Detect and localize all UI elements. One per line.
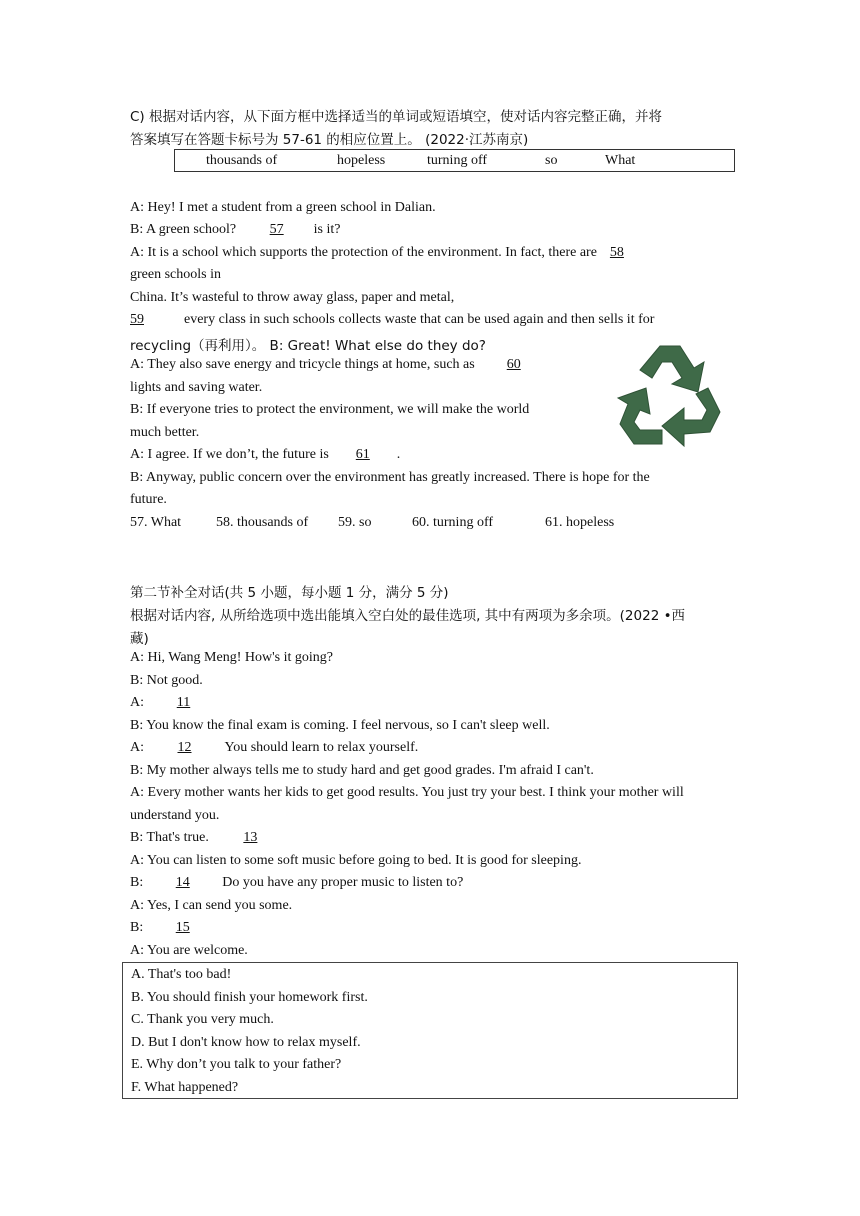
options-box — [122, 962, 738, 1099]
dialogue-line: B: If everyone tries to protect the environment, we will make the world — [130, 402, 530, 417]
dialogue-line: 59 every class in such schools collects waste that can be used again and then sells it for — [130, 312, 655, 327]
dialogue-line: B: You know the final exam is coming. I feel nervous, so I can't sleep well. — [130, 718, 550, 733]
dialogue-line: A: Hey! I met a student from a green school in Dalian. — [130, 200, 436, 215]
blank-60[interactable]: 60 — [506, 357, 521, 372]
blank-61[interactable]: 61 — [355, 447, 370, 462]
dialogue-line: A: You can listen to some soft music before going to bed. It is good for sleeping. — [130, 853, 582, 868]
option-b: B. You should finish your homework first. — [131, 990, 368, 1005]
answer-57: 57. What — [130, 515, 182, 530]
dialogue-line: B: A green school? 57 is it? — [130, 222, 341, 237]
blank-59[interactable]: 59 — [130, 312, 144, 327]
dialogue-line: B: 15 — [130, 920, 219, 936]
dialogue-line: A: I agree. If we don’t, the future is 61 . — [130, 447, 401, 462]
sectionII-instruction-1: 根据对话内容, 从所给选项中选出能填入空白处的最佳选项, 其中有两项为多余项。(2022 •西 — [130, 608, 686, 624]
dialogue-line: B: That's true. 13 — [130, 830, 288, 846]
option-a: A. That's too bad! — [131, 967, 232, 982]
dialogue-line: A: 11 — [130, 695, 220, 711]
answer-60: 60. turning off — [412, 515, 494, 530]
sectionC-instruction-2: 答案填写在答题卡标号为 57-61 的相应位置上。 (2022·江苏南京) — [130, 132, 529, 148]
answer-58: 58. thousands of — [216, 515, 309, 530]
blank-13[interactable]: 13 — [243, 830, 258, 845]
dialogue-line: A: They also save energy and tricycle things at home, such as 60 — [130, 357, 521, 372]
dialogue-line: A: Every mother wants her kids to get good results. You just try your best. I think your mother will — [130, 785, 684, 800]
option-f: F. What happened? — [131, 1080, 239, 1095]
blank-11[interactable]: 11 — [176, 695, 191, 710]
word-option: What — [605, 153, 636, 168]
dialogue-line: A: It is a school which supports the protection of the environment. In fact, there are 58 — [130, 245, 637, 261]
dialogue-line: A: Hi, Wang Meng! How's it going? — [130, 650, 333, 665]
word-option: so — [545, 153, 558, 168]
sectionC-instruction-1: C) 根据对话内容，从下面方框中选择适当的单词或短语填空，使对话内容完整正确，并将 — [130, 109, 662, 125]
word-option: thousands of — [206, 153, 278, 168]
dialogue-line: B: My mother always tells me to study hard and get good grades. I'm afraid I can't. — [130, 763, 594, 778]
dialogue-line: A: Yes, I can send you some. — [130, 898, 293, 913]
option-d: D. But I don't know how to relax myself. — [131, 1035, 361, 1050]
sectionII-instruction-2: 藏) — [130, 631, 149, 647]
dialogue-line: B: 14 Do you have any proper music to listen to? — [130, 875, 464, 890]
dialogue-line: understand you. — [130, 808, 220, 823]
answer-61: 61. hopeless — [545, 515, 615, 530]
word-box — [174, 149, 735, 172]
blank-58[interactable]: 58 — [609, 245, 624, 260]
blank-57[interactable]: 57 — [269, 222, 284, 237]
blank-15[interactable]: 15 — [175, 920, 190, 935]
dialogue-line: A: You are welcome. — [130, 943, 248, 958]
dialogue-line: future. — [130, 492, 167, 507]
dialogue-line: B: Not good. — [130, 673, 203, 688]
dialogue-line: recycling（再利用）。 B: Great! What else do they do? — [130, 338, 486, 354]
dialogue-line: A: 12 You should learn to relax yourself. — [130, 740, 419, 755]
sectionII-heading: 第二节补全对话(共 5 小题，每小题 1 分，满分 5 分) — [130, 585, 449, 601]
dialogue-line: much better. — [130, 425, 200, 440]
recycle-icon — [610, 340, 725, 455]
option-e: E. Why don’t you talk to your father? — [131, 1057, 342, 1072]
dialogue-line: China. It’s wasteful to throw away glass, paper and metal, — [130, 290, 455, 305]
word-option: turning off — [427, 153, 488, 168]
blank-14[interactable]: 14 — [175, 875, 190, 890]
word-option: hopeless — [337, 153, 386, 168]
dialogue-line: lights and saving water. — [130, 380, 263, 395]
dialogue-line: green schools in — [130, 267, 221, 282]
blank-12[interactable]: 12 — [177, 740, 192, 755]
option-c: C. Thank you very much. — [131, 1012, 274, 1027]
dialogue-line: B: Anyway, public concern over the environment has greatly increased. There is hope for the — [130, 470, 650, 485]
answer-59: 59. so — [338, 515, 372, 530]
